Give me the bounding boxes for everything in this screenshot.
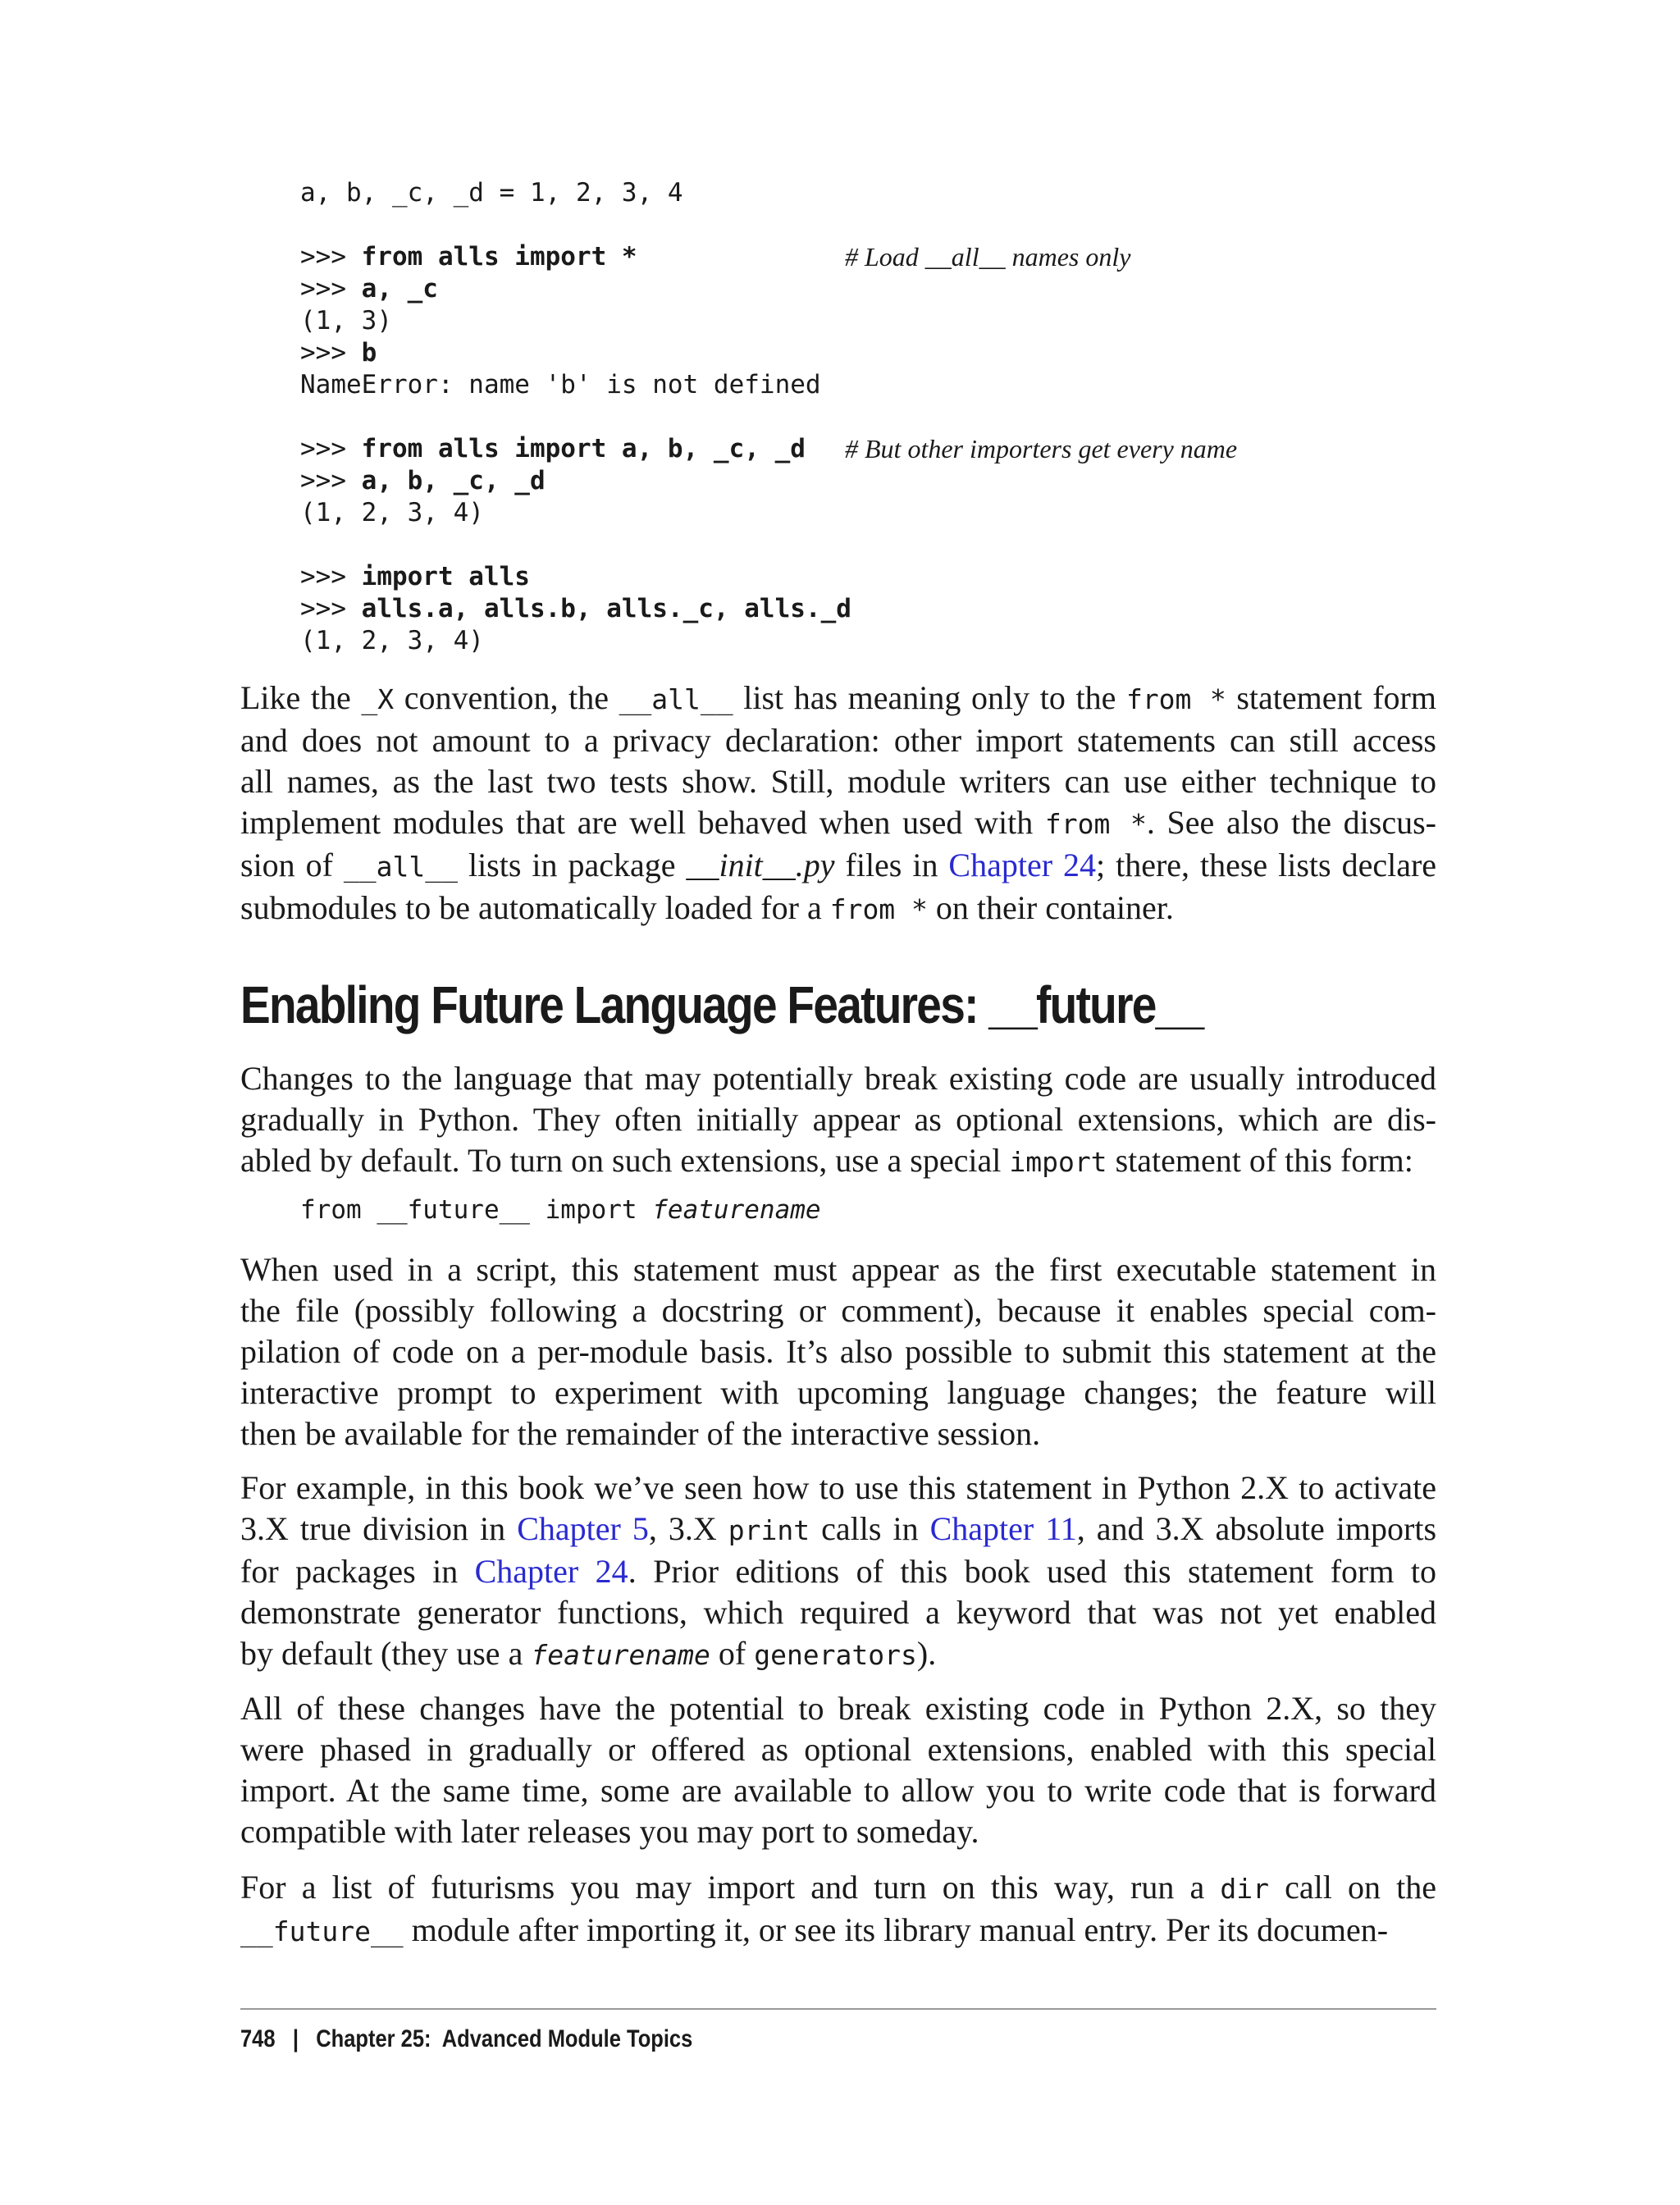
chapter-5-link[interactable]: Chapter 5 xyxy=(517,1510,649,1547)
code-line: >>> alls.a, alls.b, alls._c, alls._d xyxy=(300,594,851,623)
code-line: (1, 2, 3, 4) xyxy=(300,498,484,527)
paragraph-script-usage: When used in a script, this statement must appear as the first executable statement in the file (possibly following a docstring or comment), because it enables special com- pilation of code on a per-module basis. It’s also possible to submit this statement at the interactive prompt to experiment with upcoming language changes; the feature will then be available for the remainder of the interactive session. xyxy=(240,1251,1436,1452)
chapter-24-link[interactable]: Chapter 24 xyxy=(948,847,1097,883)
footer-separator: | xyxy=(292,2025,299,2052)
page-number: 748 xyxy=(240,2025,276,2052)
paragraph-future-intro: Changes to the language that may potentially break existing code are usually introduced gradually in Python. They often initially appear as optional extensions, which are dis- abled by default. To turn on such extensions, use a special import statement of this form: xyxy=(240,1060,1436,1179)
code-line: >>> from alls import * # Load __all__ names only xyxy=(300,242,1131,272)
code-line: >>> import alls xyxy=(300,562,530,591)
page-footer xyxy=(240,2023,692,2056)
section-heading: Enabling Future Language Features: __future__ xyxy=(240,975,1203,1034)
chapter-24-link[interactable]: Chapter 24 xyxy=(474,1553,628,1590)
code-line: >>> a, _c xyxy=(300,274,438,304)
code-block-future-import xyxy=(300,1194,1531,1226)
paragraph-phased-changes: All of these changes have the potential to break existing code in Python 2.X, so they were phased in gradually or offered as optional extensions, enabled with this special import. At the same time, some are available to allow you to write code that is forward compatible with later releases you may port to someday. xyxy=(240,1690,1436,1850)
code-line: a, b, _c, _d = 1, 2, 3, 4 xyxy=(300,178,683,208)
code-comment: # But other importers get every name xyxy=(845,434,1238,463)
footer-rule xyxy=(240,2008,1436,2010)
code-line: >>> from alls import a, b, _c, _d # But other importers get every name xyxy=(300,434,1238,463)
paragraph-examples: For example, in this book we’ve seen how to use this statement in Python 2.X to activate 3.X true division in Chapter 5, 3.X print calls in Chapter 11, and 3.X absolute imports for packages in Chapter 24. Prior editions of this book used this statement form to demonstrate generator functions, which required a keyword that was not yet enabled by default (they use a featurename of generators). xyxy=(240,1469,1437,1672)
paragraph-all-list: Like the _X convention, the __all__ list has meaning only to the from * statement form and does not amount to a privacy declaration: other import statements can still access all names, as the last two tests show. Still, module writers can use either technique to implement modules that are well behaved when used with from *. See also the discus- sion of __all__ lists in package __init__.py files in Chapter 24; there, these lists declare submodules to be automatically loaded for a from * on their container. xyxy=(240,679,1437,926)
code-line: >>> a, b, _c, _d xyxy=(300,466,546,495)
code-line: NameError: name 'b' is not defined xyxy=(300,370,821,399)
chapter-title: Chapter 25: Advanced Module Topics xyxy=(316,2025,693,2052)
chapter-11-link[interactable]: Chapter 11 xyxy=(929,1510,1077,1547)
code-line: (1, 3) xyxy=(300,306,392,336)
paragraph-futurisms: For a list of futurisms you may import and turn on this way, run a dir call on the __future__ module after importing it, or see its library manual entry. Per its documen- xyxy=(240,1869,1436,1948)
code-block-alls xyxy=(300,177,1531,657)
code-line: (1, 2, 3, 4) xyxy=(300,626,484,655)
code-line: from __future__ import featurename xyxy=(300,1195,821,1225)
code-line: >>> b xyxy=(300,338,377,368)
code-comment: # Load __all__ names only xyxy=(845,242,1131,272)
